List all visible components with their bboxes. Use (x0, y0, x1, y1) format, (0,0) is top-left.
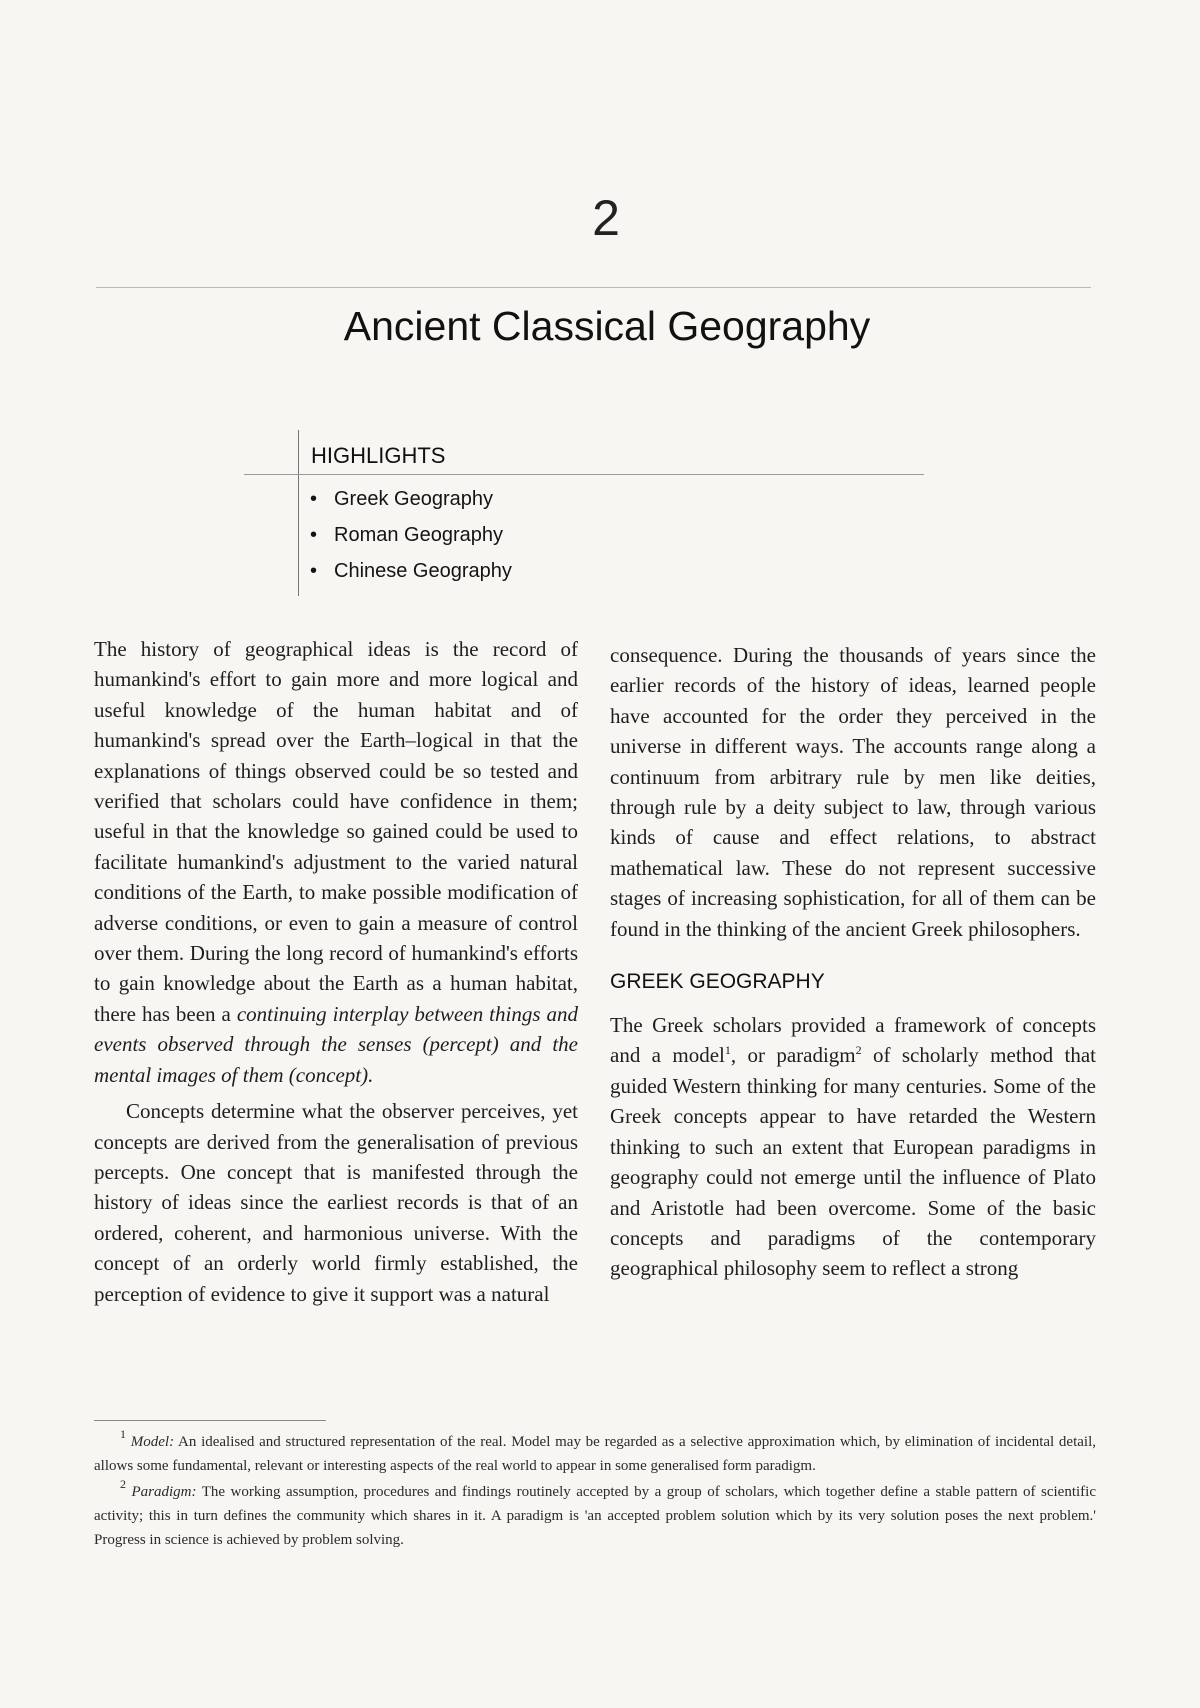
footnote-term: Paradigm: (131, 1484, 197, 1500)
paragraph-text: of scholarly method that guided Western thinking for many centuries. Some of the Greek concepts appear to have retarded the Western thinking to such an extent that European paradigms in geography could not emerge until the influence of Plato and Aristotle had been overcome. Some of the basic concepts and paradigms of the contemporary geographical philosophy seem to reflect a strong (610, 1043, 1097, 1281)
paragraph-text: , or paradigm (730, 1043, 856, 1068)
paragraph: Concepts determine what the observer perceives, yet concepts are derived from the generalisation of previous percepts. One concept that is manifested through the history of ideas since the earliest records is that of an ordered, coherent, and harmonious universe. With the concept of an orderly world firmly established, the perception of evidence to give it support was a natural (94, 1099, 578, 1306)
highlights-heading: HIGHLIGHTS (311, 443, 446, 468)
footnote-ref[interactable]: 1 (724, 1043, 731, 1058)
highlights-item (310, 557, 512, 593)
highlights-item-label: Chinese Geography (334, 560, 512, 582)
paragraph-text: The Greek scholars provided a framework of concepts and a model (610, 1013, 1096, 1068)
footnote-text: An idealised and structured representation of the real. Model may be regarded as a selective approximation which, by elimination of incidental detail, allows some fundamental, relevant or interesting aspects of the real world to appear in some generalised form paradigm. (94, 1434, 1096, 1474)
paragraph-text: The history of geographical ideas is the record of humankind's effort to gain more and more logical and useful knowledge of the human habitat and of humankind's spread over the Earth–logical in that the explanations of things observed could be so tested and verified that scholars could have confidence in them; useful in that the knowledge so gained could be used to facilitate humankind's adjustment to the varied natural conditions of the Earth, to make possible modification of adverse conditions, or even to gain a measure of control over them. During the long record of humankind's efforts to gain knowledge about the Earth as a human habitat, there has been a (94, 637, 578, 1026)
highlights-item (310, 521, 512, 557)
right-column (610, 640, 1096, 1284)
footnote-marker: 1 (120, 1427, 126, 1441)
italic-emphasis: continuing interplay between things and events observed through the senses (percept) and the mental images of them (concept). (94, 1001, 578, 1087)
highlights-item-label: Roman Geography (334, 524, 503, 546)
highlights-item-label: Greek Geography (334, 488, 493, 510)
footnote-ref[interactable]: 2 (855, 1043, 862, 1058)
bullet-icon: • (310, 560, 318, 582)
title-rule (96, 287, 1091, 288)
highlights-item (310, 485, 512, 521)
footnote-term: Model: (130, 1434, 175, 1450)
footnote-rule (94, 1420, 326, 1421)
chapter-title: Ancient Classical Geography (343, 303, 871, 349)
section-heading: GREEK GEOGRAPHY (610, 970, 825, 994)
footnote-text: The working assumption, procedures and findings routinely accepted by a group of scholars, which together define a stable pattern of scientific activity; this in turn defines the community which shares in it. A paradigm is 'an accepted problem solution which by its very solution poses the next problem.' Progress in science is achieved by problem solving. (94, 1484, 1096, 1548)
footnotes (94, 1427, 1096, 1554)
footnote-marker: 2 (120, 1477, 126, 1491)
footnote (94, 1477, 1096, 1552)
paragraph (94, 634, 578, 1090)
left-column (94, 634, 578, 1309)
chapter-number: 2 (592, 190, 620, 246)
paragraph (610, 1010, 1096, 1284)
highlights-horizontal-rule (244, 474, 924, 475)
highlights-vertical-rule (298, 430, 299, 596)
paragraph: consequence. During the thousands of years since the earlier records of the history of ideas, learned people have accounted for the order they perceived in the universe in different ways. The accounts range along a continuum from arbitrary rule by men like deities, through rule by a deity subject to law, through various kinds of cause and effect relations, to abstract mathematical law. These do not represent successive stages of increasing sophistication, for all of them can be found in the thinking of the ancient Greek philosophers. (610, 643, 1096, 941)
footnote (94, 1427, 1096, 1478)
bullet-icon: • (310, 524, 318, 546)
bullet-icon: • (310, 488, 318, 510)
highlights-list (310, 485, 512, 593)
